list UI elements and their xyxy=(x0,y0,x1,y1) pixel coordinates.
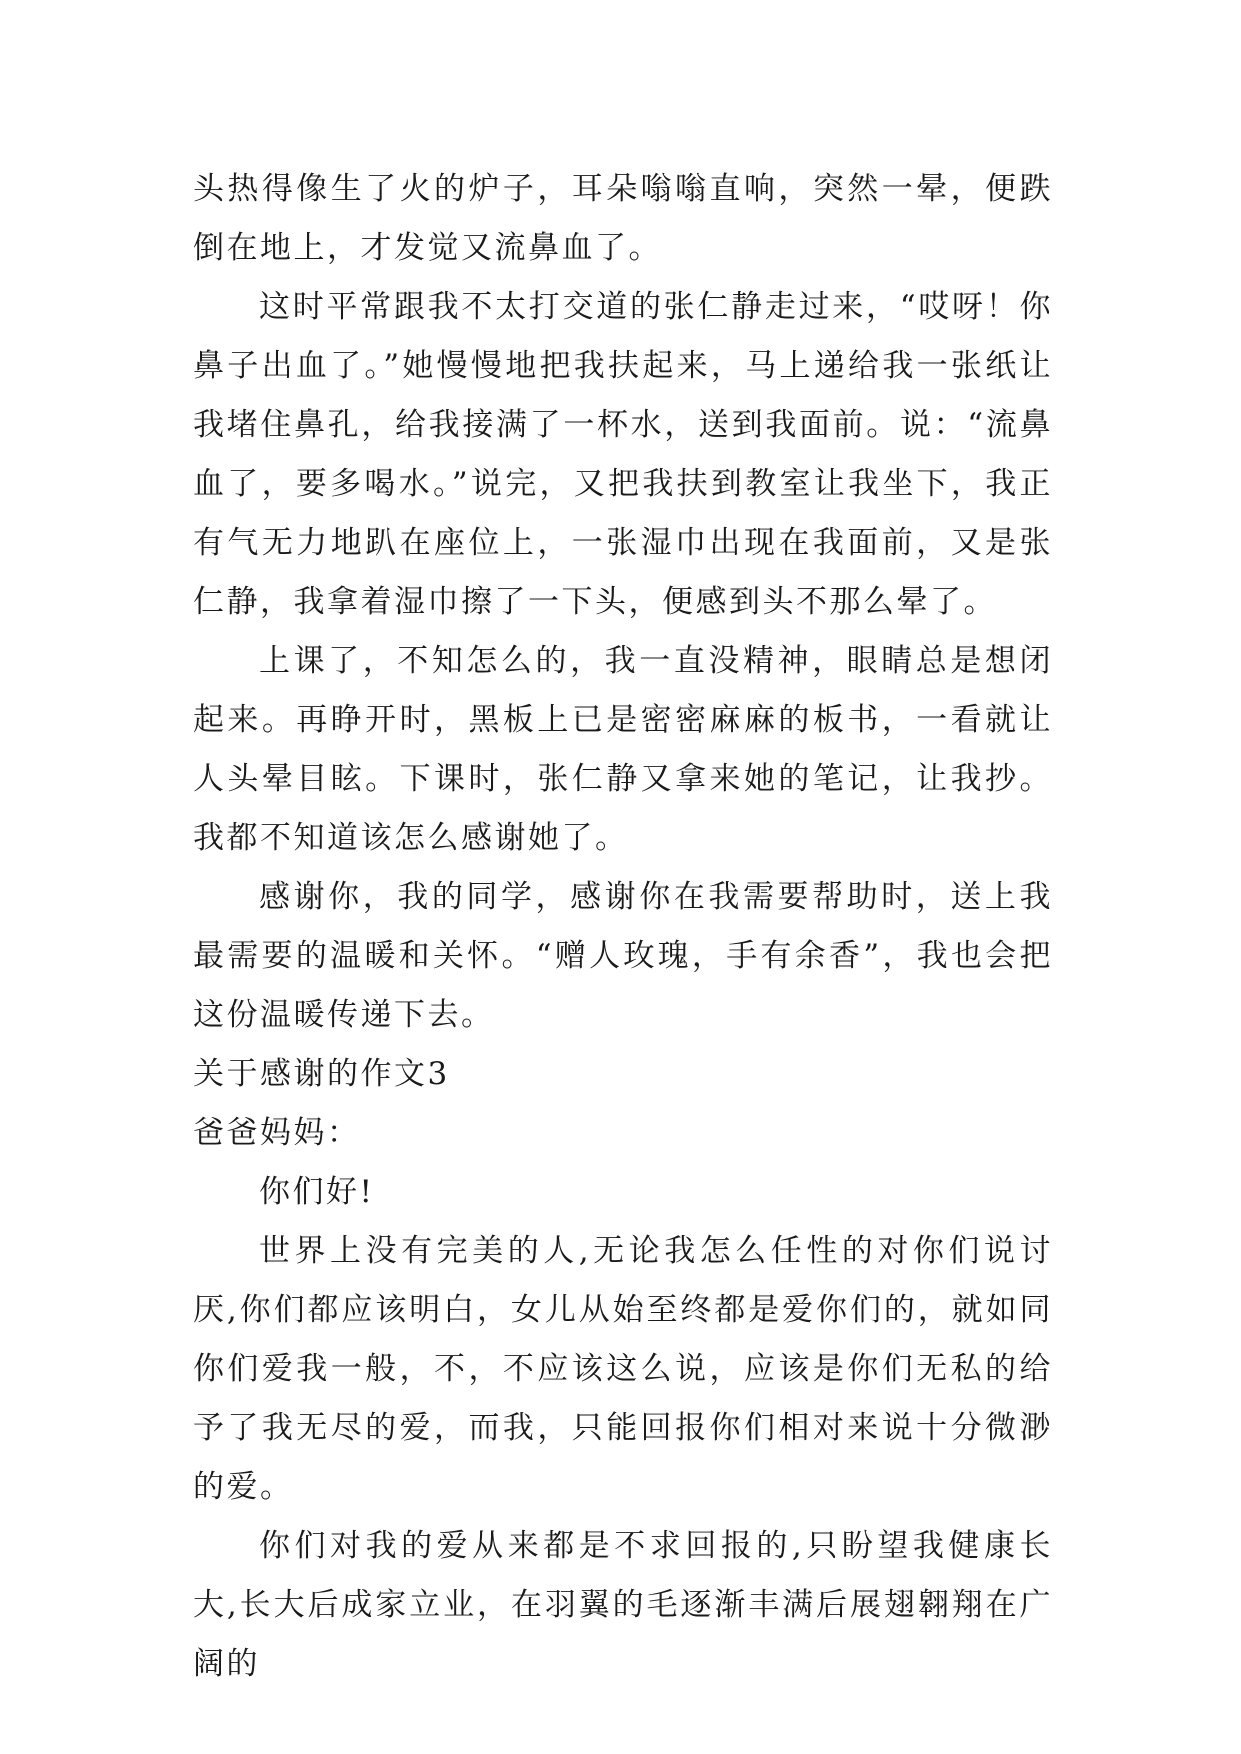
paragraph-1: 头热得像生了火的炉子，耳朵嗡嗡直响，突然一晕，便跌倒在地上，才发觉又流鼻血了。 xyxy=(193,171,1053,266)
paragraph-2: 这时平常跟我不太打交道的张仁静走过来，“哎呀！你鼻子出血了。”她慢慢地把我扶起来，马上递给我一张纸让我堵住鼻孔，给我接满了一杯水，送到我面前。说：“流鼻血了，要多喝水。”说完，又把我扶到教室让我坐下，我正有气无力地趴在座位上，一张湿巾出现在我面前，又是张仁静，我拿着湿巾擦了一下头，便感到头不那么晕了。 xyxy=(193,289,1053,620)
paragraph-3: 上课了，不知怎么的，我一直没精神，眼睛总是想闭起来。再睁开时，黑板上已是密密麻麻的板书，一看就让人头晕目眩。下课时，张仁静又拿来她的笔记，让我抄。我都不知道该怎么感谢她了。 xyxy=(193,643,1053,856)
letter-salutation: 爸爸妈妈： xyxy=(193,1115,361,1151)
paragraph-6: 你们对我的爱从来都是不求回报的,只盼望我健康长大,长大后成家立业，在羽翼的毛逐渐丰满后展翅翱翔在广阔的 xyxy=(193,1528,1053,1682)
paragraph-4: 感谢你，我的同学，感谢你在我需要帮助时，送上我最需要的温暖和关怀。“赠人玫瑰，手有余香”，我也会把这份温暖传递下去。 xyxy=(193,879,1053,1033)
essay-title: 关于感谢的作文3 xyxy=(193,1056,450,1092)
letter-greeting: 你们好! xyxy=(259,1174,375,1210)
paragraph-5: 世界上没有完美的人,无论我怎么任性的对你们说讨厌,你们都应该明白，女儿从始至终都是爱你们的，就如同你们爱我一般，不，不应该这么说，应该是你们无私的给予了我无尽的爱，而我，只能回报你们相对来说十分微渺的爱。 xyxy=(193,1233,1053,1505)
document-page xyxy=(193,160,1053,1694)
